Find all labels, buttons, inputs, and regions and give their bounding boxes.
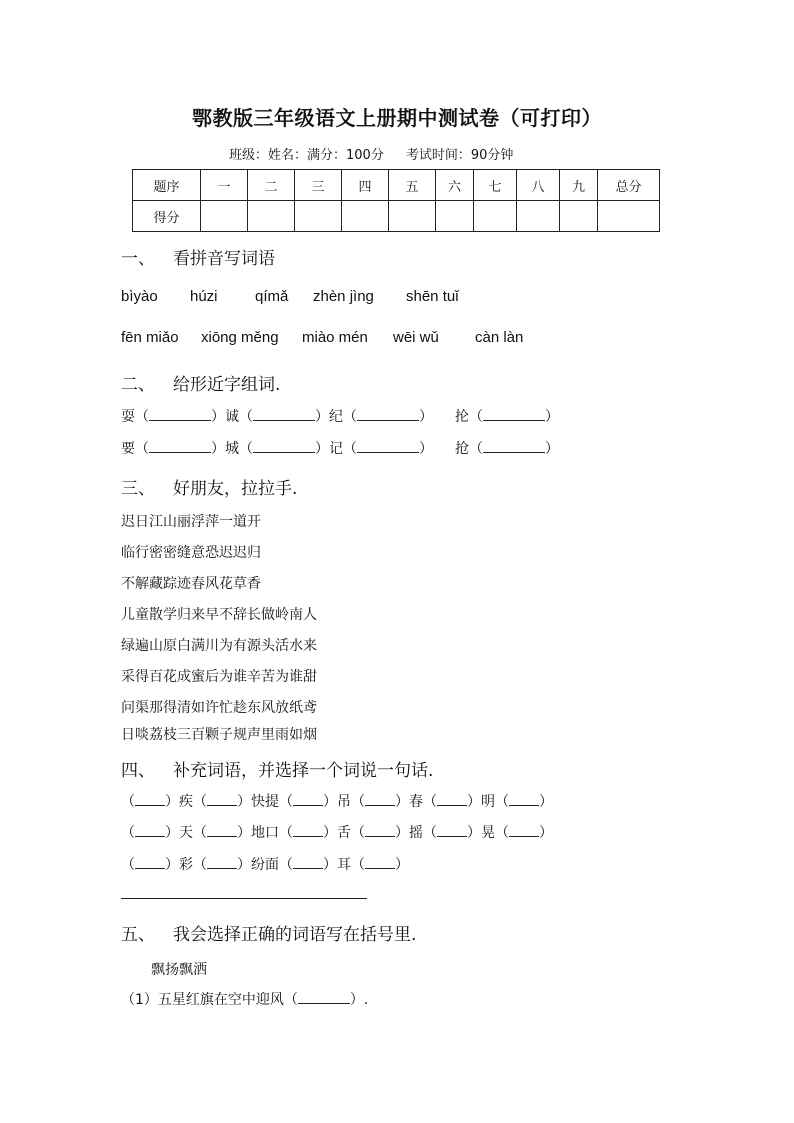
answer-blank[interactable] xyxy=(135,856,165,869)
similar-char-row: 耍（ ）诚（ ）纪（ ） 抡（ ） xyxy=(121,409,559,425)
section-5-heading xyxy=(121,920,416,945)
score-header-cell: 六 xyxy=(436,170,474,201)
answer-blank[interactable] xyxy=(365,824,395,837)
poem-line: 绿遍山原白满川为有源头活水来 xyxy=(121,638,317,654)
section-title: 好朋友，拉拉手. xyxy=(173,479,298,499)
poem-line: 临行密密缝意恐迟迟归 xyxy=(121,545,261,561)
answer-blank[interactable] xyxy=(293,856,323,869)
section-number: 三、 xyxy=(121,479,155,499)
score-cell[interactable] xyxy=(474,201,517,232)
score-cell[interactable] xyxy=(560,201,598,232)
section-title: 我会选择正确的词语写在括号里. xyxy=(173,925,417,945)
pinyin-item: shēn tuǐ xyxy=(406,288,459,305)
pinyin-item: xiōng měng xyxy=(201,329,279,346)
pinyin-item: fēn miǎo xyxy=(121,329,179,346)
answer-blank[interactable] xyxy=(365,856,395,869)
score-header-cell: 五 xyxy=(389,170,436,201)
answer-blank[interactable] xyxy=(253,440,315,453)
score-header-cell: 七 xyxy=(474,170,517,201)
pinyin-item: qímǎ xyxy=(255,288,289,305)
answer-blank[interactable] xyxy=(509,793,539,806)
similar-char-row: 要（ ）城（ ）记（ ） 抢（ ） xyxy=(121,441,559,457)
section-4-heading xyxy=(121,756,433,781)
score-header-cell: 一 xyxy=(201,170,248,201)
score-cell[interactable] xyxy=(201,201,248,232)
poem-line: 迟日江山丽浮萍一道开 xyxy=(121,514,261,530)
idiom-row: （ ）彩（ ）纷面（ ）耳（ ） xyxy=(121,857,409,873)
pinyin-item: húzi xyxy=(190,288,218,305)
score-cell[interactable] xyxy=(295,201,342,232)
page-title: 鄂教版三年级语文上册期中测试卷（可打印） xyxy=(192,106,602,130)
score-header-cell: 四 xyxy=(342,170,389,201)
score-cell[interactable] xyxy=(436,201,474,232)
pinyin-item: wēi wǔ xyxy=(393,329,439,346)
pinyin-item: càn làn xyxy=(475,329,524,346)
section-number: 一、 xyxy=(121,249,155,269)
pinyin-item: miào mén xyxy=(302,329,368,346)
answer-blank[interactable] xyxy=(207,856,237,869)
poem-line: 不解藏踪迹春风花草香 xyxy=(121,576,261,592)
answer-blank[interactable] xyxy=(135,824,165,837)
answer-blank[interactable] xyxy=(149,408,211,421)
answer-blank[interactable] xyxy=(207,824,237,837)
score-header-cell: 八 xyxy=(517,170,560,201)
answer-blank[interactable] xyxy=(207,793,237,806)
section-title: 给形近字组词. xyxy=(173,375,281,395)
score-header-cell: 题序 xyxy=(133,170,201,201)
answer-blank[interactable] xyxy=(357,408,419,421)
section-number: 二、 xyxy=(121,375,155,395)
answer-blank[interactable] xyxy=(437,793,467,806)
score-header-cell: 九 xyxy=(560,170,598,201)
poem-line: 采得百花成蜜后为谁辛苦为谁甜 xyxy=(121,669,317,685)
question-1: （1）五星红旗在空中迎风（ ）. xyxy=(121,992,369,1008)
score-row-label: 得分 xyxy=(133,201,201,232)
score-header-cell: 总分 xyxy=(598,170,660,201)
idiom-row: （ ）天（ ）地口（ ）舌（ ）摇（ ）晃（ ） xyxy=(121,825,553,841)
score-header-cell: 二 xyxy=(248,170,295,201)
word-options: 飘扬飘洒 xyxy=(151,962,207,978)
answer-blank[interactable] xyxy=(253,408,315,421)
answer-blank[interactable] xyxy=(293,824,323,837)
idiom-row: （ ）疾（ ）快提（ ）吊（ ）春（ ）明（ ） xyxy=(121,794,553,810)
score-table xyxy=(132,169,660,232)
section-2-heading xyxy=(121,370,280,395)
answer-blank[interactable] xyxy=(357,440,419,453)
section-3-heading xyxy=(121,474,297,499)
section-title: 补充词语，并选择一个词说一句话. xyxy=(173,761,434,781)
answer-blank[interactable] xyxy=(509,824,539,837)
score-cell[interactable] xyxy=(598,201,660,232)
answer-blank[interactable] xyxy=(483,440,545,453)
section-1-heading xyxy=(121,244,275,269)
section-title: 看拼音写词语 xyxy=(173,249,275,269)
score-table-score-row xyxy=(133,201,660,232)
score-cell[interactable] xyxy=(248,201,295,232)
score-table-header-row xyxy=(133,170,660,201)
student-info: 班级：姓名：满分：100分 xyxy=(229,148,384,163)
pinyin-item: zhèn jìng xyxy=(313,288,374,305)
answer-blank[interactable] xyxy=(298,991,350,1004)
exam-info xyxy=(229,144,513,163)
exam-time: 考试时间：90分钟 xyxy=(405,148,514,163)
score-header-cell: 三 xyxy=(295,170,342,201)
answer-blank[interactable] xyxy=(483,408,545,421)
answer-blank[interactable] xyxy=(437,824,467,837)
section-number: 五、 xyxy=(121,925,155,945)
section-number: 四、 xyxy=(121,761,155,781)
pinyin-item: bìyào xyxy=(121,288,158,305)
poem-line: 儿童散学归来早不辞长做岭南人 xyxy=(121,607,317,623)
poem-line: 日啖荔枝三百颗子规声里雨如烟 xyxy=(121,727,317,743)
poem-line: 问渠那得清如许忙趁东风放纸鸢 xyxy=(121,700,317,716)
answer-blank[interactable] xyxy=(135,793,165,806)
answer-blank[interactable] xyxy=(149,440,211,453)
answer-blank[interactable] xyxy=(293,793,323,806)
sentence-answer-line[interactable] xyxy=(121,898,367,899)
score-cell[interactable] xyxy=(342,201,389,232)
answer-blank[interactable] xyxy=(365,793,395,806)
score-cell[interactable] xyxy=(517,201,560,232)
score-cell[interactable] xyxy=(389,201,436,232)
